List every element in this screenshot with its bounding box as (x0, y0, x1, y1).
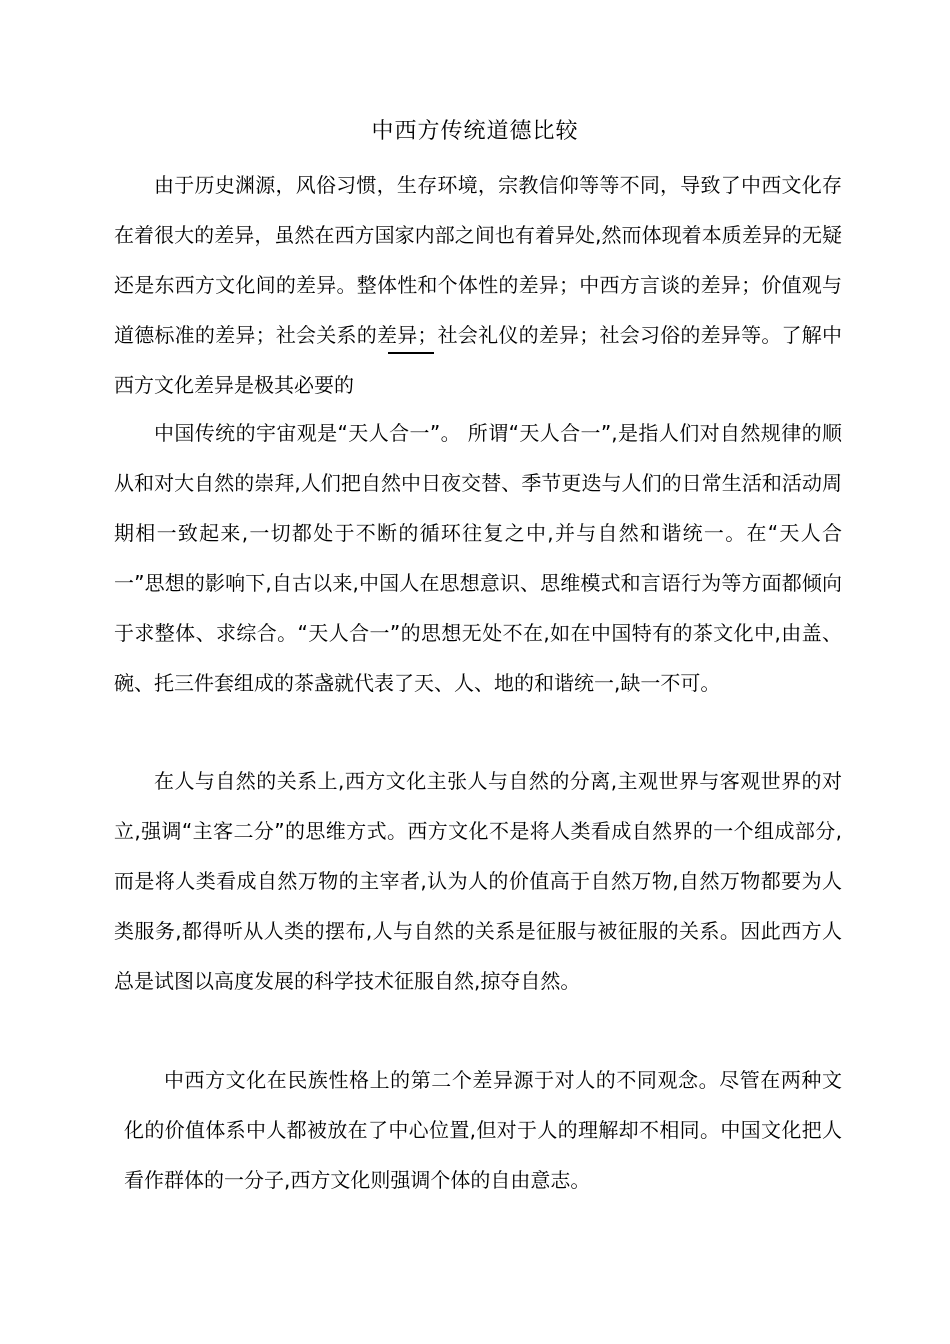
underline-mark (388, 352, 434, 354)
document-title: 中西方传统道德比较 (371, 119, 579, 144)
paragraph-view-of-human: 中西方文化在民族性格上的第二个差异源于对人的不同观念。尽管在两种文化的价值体系中人都被放在了中心位置,但对于人的理解却不相同。中国文化把人看作群体的一分子,西方文化则强调个体的自由意志。 (124, 1068, 842, 1192)
paragraph-western-nature-view: 在人与自然的关系上,西方文化主张人与自然的分离,主观世界与客观世界的对立,强调“主客二分”的思维方式。西方文化不是将人类看成自然界的一个组成部分,而是将人类看成自然万物的主宰者,认为人的价值高于自然万物,自然万物都要为人类服务,都得听从人类的摆布,人与自然的关系是征服与被征服的关系。因此西方人总是试图以高度发展的科学技术征服自然,掠夺自然。 (114, 769, 842, 993)
paragraph-cultural-differences: 由于历史渊源，风俗习惯，生存环境，宗教信仰等等不同，导致了中西文化存在着很大的差异，虽然在西方国家内部之间也有着异处,然而体现着本质差异的无疑还是东西方文化间的差异。整体性和个体性的差异；中西方言谈的差异；价值观与道德标准的差异；社会关系的差异；社会礼仪的差异；社会习俗的差异等。了解中西方文化差异是极其必要的 (114, 173, 842, 397)
paragraph-chinese-cosmology: 中国传统的宇宙观是“天人合一”。 所谓“天人合一”,是指人们对自然规律的顺从和对大自然的崇拜,人们把自然中日夜交替、季节更迭与人们的日常生活和活动周期相一致起来,一切都处于不断的循环往复之中,并与自然和谐统一。在“天人合一”思想的影响下,自古以来,中国人在思想意识、思维模式和言语行为等方面都倾向于求整体、求综合。“天人合一”的思想无处不在,如在中国特有的茶文化中,由盖、碗、托三件套组成的茶盏就代表了天、人、地的和谐统一,缺一不可。 (114, 421, 842, 695)
